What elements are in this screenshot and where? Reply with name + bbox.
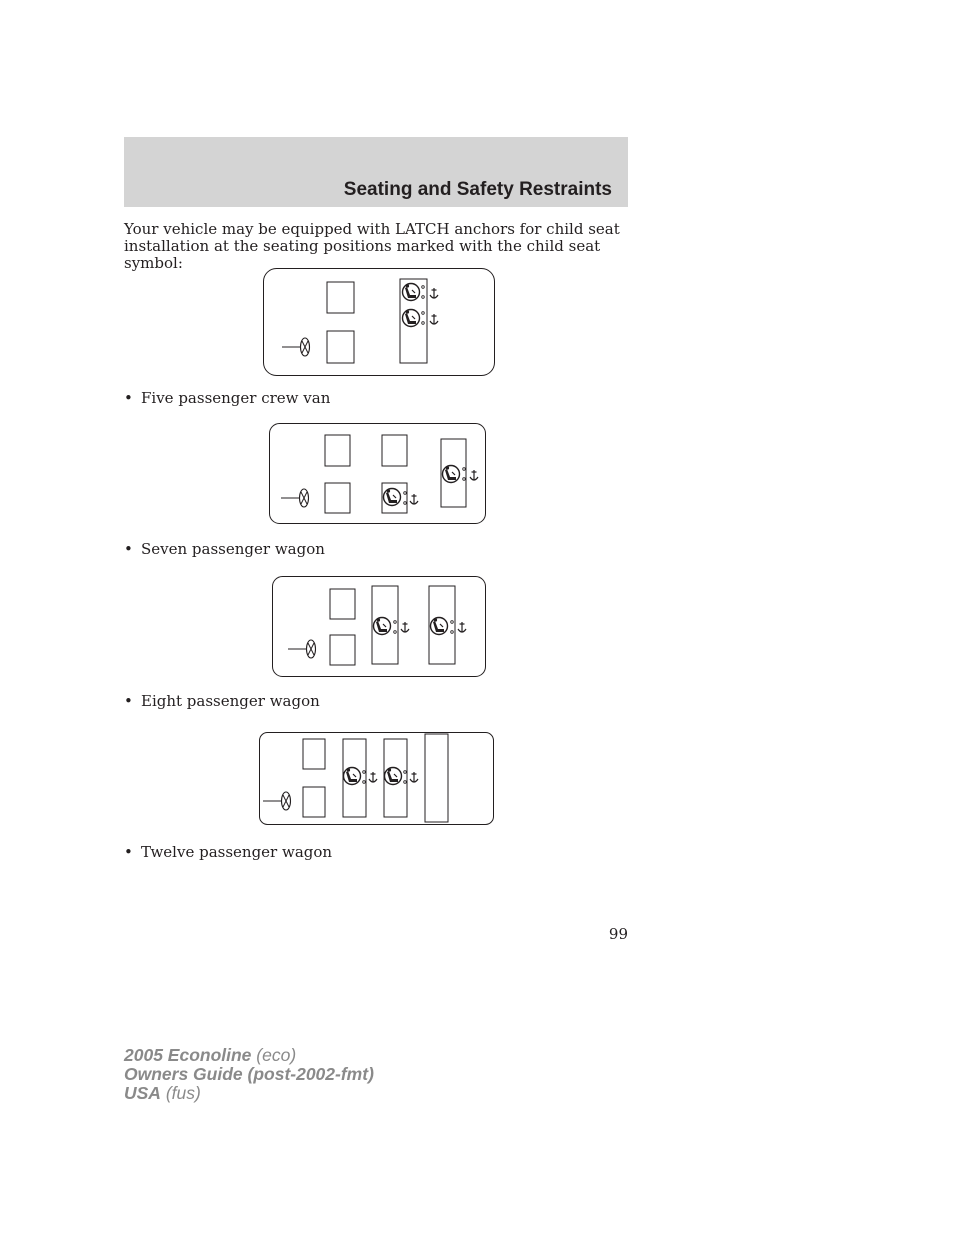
seating-diagram-eight-passenger bbox=[272, 576, 487, 678]
latch-dots-icon bbox=[363, 771, 366, 784]
footer-model: 2005 Econoline bbox=[124, 1045, 252, 1065]
list-item bbox=[124, 389, 330, 407]
seat-passenger-row bbox=[330, 635, 355, 665]
child-seat-symbol-icon bbox=[344, 768, 361, 785]
steering-wheel-icon bbox=[282, 338, 310, 356]
child-seat-symbol-icon bbox=[384, 489, 401, 506]
bench-seat-rear bbox=[425, 734, 448, 822]
intro-paragraph: Your vehicle may be equipped with LATCH anchors for child seat installation at the seating positions marked with the child seat symbol: bbox=[124, 220, 620, 272]
latch-dots-icon bbox=[463, 468, 466, 481]
diagram-caption: Eight passenger wagon bbox=[141, 692, 320, 710]
steering-wheel-icon bbox=[263, 792, 291, 810]
tether-anchor-icon bbox=[458, 622, 466, 632]
tether-anchor-icon bbox=[430, 288, 438, 298]
seating-diagram-seven-passenger bbox=[269, 423, 487, 525]
seating-diagram-twelve-passenger bbox=[259, 732, 495, 826]
bullet-symbol: • bbox=[124, 540, 133, 558]
seat-middle-row bbox=[382, 435, 407, 466]
footer-market-code: (fus) bbox=[160, 1083, 201, 1103]
tether-anchor-icon bbox=[369, 772, 377, 782]
child-seat-symbol-icon bbox=[403, 284, 420, 301]
tether-anchor-icon bbox=[470, 470, 478, 480]
child-seat-symbol-icon bbox=[403, 310, 420, 327]
latch-dots-icon bbox=[451, 621, 454, 634]
tether-anchor-icon bbox=[430, 314, 438, 324]
seat-driver-row bbox=[330, 589, 355, 619]
seat-passenger-row bbox=[303, 787, 325, 817]
page-number: 99 bbox=[608, 925, 628, 943]
seat-driver-row bbox=[325, 435, 350, 466]
steering-wheel-icon bbox=[288, 640, 316, 658]
latch-dots-icon bbox=[404, 492, 407, 505]
tether-anchor-icon bbox=[410, 772, 418, 782]
diagram-caption: Twelve passenger wagon bbox=[141, 843, 333, 861]
child-seat-symbol-icon bbox=[443, 466, 460, 483]
steering-wheel-icon bbox=[281, 489, 309, 507]
latch-dots-icon bbox=[422, 312, 425, 325]
footer-model-code: (eco) bbox=[251, 1045, 297, 1065]
footer-guide: Owners Guide (post-2002-fmt) bbox=[124, 1064, 374, 1084]
bullet-symbol: • bbox=[124, 389, 133, 407]
seating-diagram-five-passenger bbox=[263, 268, 495, 377]
header-band bbox=[124, 137, 628, 207]
latch-dots-icon bbox=[394, 621, 397, 634]
document-footer bbox=[124, 1046, 374, 1103]
seat-passenger-row bbox=[327, 331, 354, 363]
diagram-caption: Five passenger crew van bbox=[141, 389, 331, 407]
page-title: Seating and Safety Restraints bbox=[343, 179, 612, 200]
bullet-symbol: • bbox=[124, 692, 133, 710]
child-seat-symbol-icon bbox=[385, 768, 402, 785]
child-seat-symbol-icon bbox=[374, 618, 391, 635]
child-seat-symbol-icon bbox=[431, 618, 448, 635]
bullet-symbol: • bbox=[124, 843, 133, 861]
latch-dots-icon bbox=[422, 286, 425, 299]
list-item bbox=[124, 843, 332, 861]
seat-passenger-row bbox=[325, 483, 350, 513]
seat-driver-row bbox=[327, 282, 354, 313]
footer-market: USA bbox=[124, 1083, 161, 1103]
seat-driver-row bbox=[303, 739, 325, 769]
latch-dots-icon bbox=[404, 771, 407, 784]
tether-anchor-icon bbox=[410, 494, 418, 504]
list-item bbox=[124, 540, 325, 558]
list-item bbox=[124, 692, 320, 710]
tether-anchor-icon bbox=[401, 622, 409, 632]
diagram-caption: Seven passenger wagon bbox=[141, 540, 325, 558]
